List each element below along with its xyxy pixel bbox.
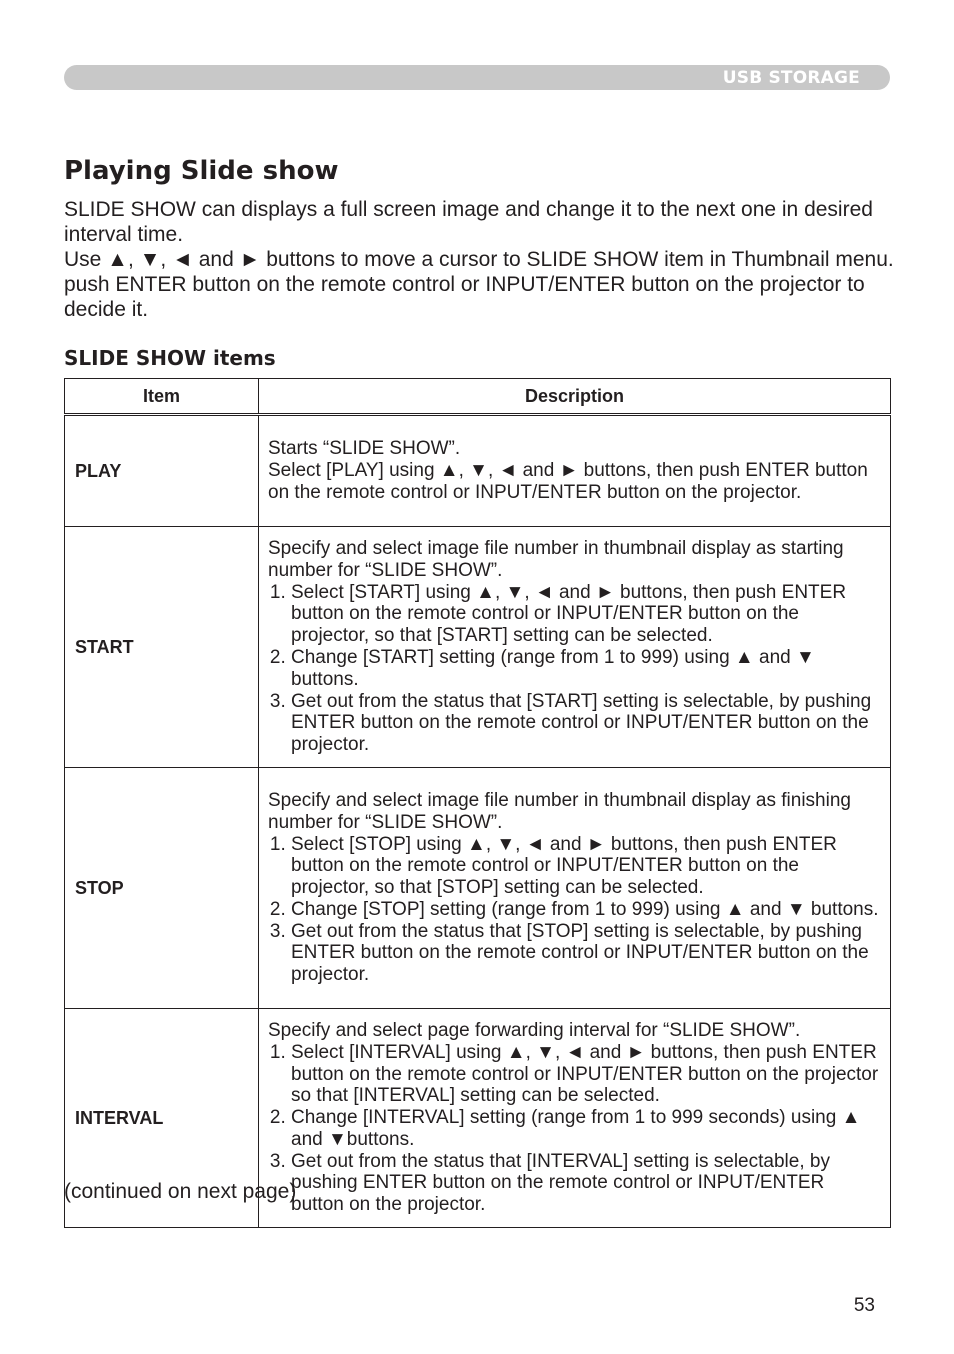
header-bar (64, 65, 890, 90)
step-item: 1. Select [INTERVAL] using ▲, ▼, ◄ and ► buttons, then push ENTER button on the remote control or INPUT/ENTER button on the projector so that [INTERVAL] setting can be selected. (291, 1042, 882, 1107)
item-name: INTERVAL (65, 1009, 259, 1228)
step-item: 1. Select [START] using ▲, ▼, ◄ and ► buttons, then push ENTER button on the remote control or INPUT/ENTER button on the projector, so that [START] setting can be selected. (291, 582, 882, 647)
page-title: Playing Slide show (64, 156, 339, 186)
description-line: Starts “SLIDE SHOW”. (268, 438, 461, 460)
intro-paragraph-2: Use ▲, ▼, ◄ and ► buttons to move a cursor to SLIDE SHOW item in Thumbnail menu. push ENTER button on the remote control or INPUT/ENTER button on the projector to decide it. (64, 248, 894, 321)
steps-list (268, 1042, 882, 1216)
step-item: 2. Change [STOP] setting (range from 1 to 999) using ▲ and ▼ buttons. (291, 899, 882, 921)
description-intro: Specify and select image file number in thumbnail display as finishing number for “SLIDE SHOW”. (268, 789, 851, 833)
item-description (259, 527, 891, 768)
description-line: Select [PLAY] using ▲, ▼, ◄ and ► buttons, then push ENTER button on the remote control or INPUT/ENTER button on the projector. (268, 460, 868, 503)
table-row-stop (65, 768, 891, 1009)
section-label: USB STORAGE (722, 68, 860, 88)
description-intro: Specify and select image file number in thumbnail display as starting number for “SLIDE SHOW”. (268, 538, 844, 581)
table-header-row (65, 379, 891, 415)
step-item: 3. Get out from the status that [START] setting is selectable, by pushing ENTER button on the remote control or INPUT/ENTER button on the projector. (291, 691, 882, 756)
slide-show-items-table (64, 378, 891, 1228)
item-description (259, 1009, 891, 1228)
steps-list (268, 582, 882, 756)
intro-text (64, 197, 894, 322)
section-title: SLIDE SHOW items (64, 346, 276, 370)
table-row-start (65, 527, 891, 768)
steps-list (268, 834, 882, 987)
item-description (259, 768, 891, 1009)
intro-paragraph-1: SLIDE SHOW can displays a full screen image and change it to the next one in desired interval time. (64, 198, 873, 246)
item-name: START (65, 527, 259, 768)
continued-note: (continued on next page) (64, 1180, 297, 1203)
step-item: 2. Change [INTERVAL] setting (range from 1 to 999 seconds) using ▲ and ▼buttons. (291, 1107, 882, 1151)
item-description (259, 415, 891, 527)
step-item: 3. Get out from the status that [STOP] setting is selectable, by pushing ENTER button on the remote control or INPUT/ENTER button on the projector. (291, 921, 882, 986)
item-name: STOP (65, 768, 259, 1009)
description-intro: Specify and select page forwarding interval for “SLIDE SHOW”. (268, 1019, 801, 1041)
step-item: 3. Get out from the status that [INTERVAL] setting is selectable, by pushing ENTER button on the remote control or INPUT/ENTER button on the projector. (291, 1151, 882, 1216)
step-item: 1. Select [STOP] using ▲, ▼, ◄ and ► buttons, then push ENTER button on the remote control or INPUT/ENTER button on the projector, so that [STOP] setting can be selected. (291, 834, 882, 899)
column-header-item: Item (65, 379, 259, 415)
item-name: PLAY (65, 415, 259, 527)
column-header-description: Description (259, 379, 891, 415)
page-number: 53 (853, 1295, 875, 1316)
table-row-play (65, 415, 891, 527)
step-item: 2. Change [START] setting (range from 1 to 999) using ▲ and ▼ buttons. (291, 647, 882, 691)
